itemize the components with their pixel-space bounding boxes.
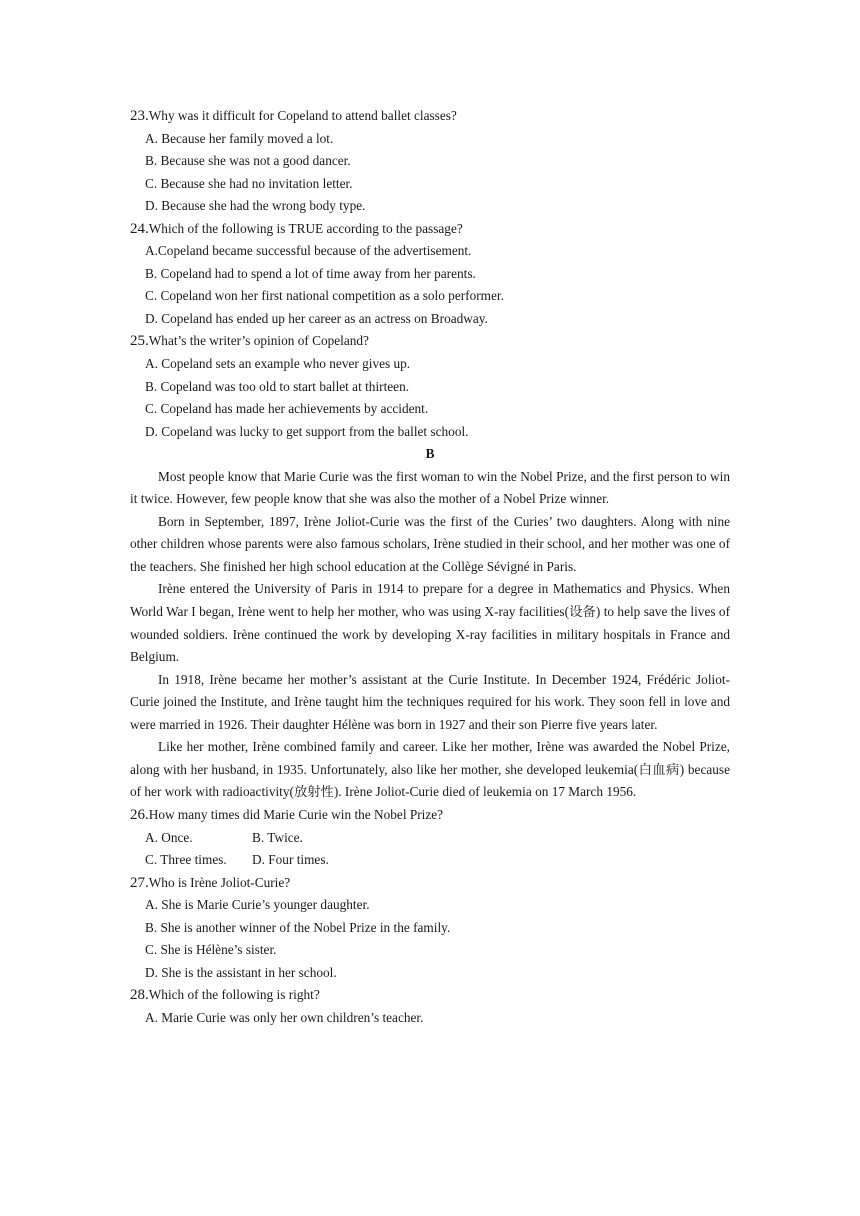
exam-page <box>130 105 730 1029</box>
question-number: 28. <box>130 987 149 1004</box>
option-b: B. She is another winner of the Nobel Prize in the family. <box>145 919 451 935</box>
question-text: Why was it difficult for Copeland to attend ballet classes? <box>148 108 457 123</box>
question-27 <box>130 872 730 895</box>
option-b: B. Copeland had to spend a lot of time away from her parents. <box>145 265 476 281</box>
question-28 <box>130 984 730 1007</box>
question-number: 27. <box>130 874 149 891</box>
option-d: D. Because she had the wrong body type. <box>145 198 366 214</box>
passage-paragraph: Like her mother, Irène combined family and career. Like her mother, Irène was awarded the Nobel Prize, along with her husband, in 1935. Unfortunately, also like her mother, she developed leukemia(白血病) because of her work with radioactivity(放射性). Irène Joliot-Curie died of leukemia on 17 March 1956. <box>130 739 730 800</box>
question-23 <box>130 105 730 128</box>
question-26 <box>130 804 730 827</box>
option-d: D. Copeland was lucky to get support from the ballet school. <box>145 423 469 439</box>
option-a: A. Marie Curie was only her own children’s teacher. <box>145 1009 424 1025</box>
option-c: C. Copeland has made her achievements by accident. <box>145 401 429 417</box>
question-number: 23. <box>130 108 149 124</box>
option-d: D. Copeland has ended up her career as an actress on Broadway. <box>145 310 488 326</box>
question-25 <box>130 330 730 353</box>
question-text: How many times did Marie Curie win the Nobel Prize? <box>148 806 444 822</box>
question-number: 24. <box>130 220 149 237</box>
option-b: B. Copeland was too old to start ballet at thirteen. <box>145 378 410 394</box>
option-b: B. Because she was not a good dancer. <box>145 153 351 169</box>
option-d: D. Four times. <box>252 852 329 868</box>
option-c: C. Because she had no invitation letter. <box>145 175 353 191</box>
option-c: C. She is Hélène’s sister. <box>145 942 277 958</box>
option-c: C. Three times. <box>145 852 227 868</box>
option-b: B. Twice. <box>252 829 303 845</box>
option-row <box>130 827 730 850</box>
passage-paragraph: Most people know that Marie Curie was the first woman to win the Nobel Prize, and the first person to win it twice. However, few people know that she was also the mother of a Nobel Prize winner. <box>130 468 730 507</box>
option-a: A. She is Marie Curie’s younger daughter. <box>145 897 370 913</box>
passage-paragraph: Irène entered the University of Paris in 1914 to prepare for a degree in Mathematics and Physics. When World War I began, Irène went to help her mother, who was using X-ray facilities(设备) to help save the lives of wounded soldiers. Irène continued the work by developing X-ray facilities in military hospitals in France and Belgium. <box>130 581 730 665</box>
question-number: 26. <box>130 806 149 823</box>
question-text: What’s the writer’s opinion of Copeland? <box>148 333 369 349</box>
section-title: B <box>425 446 435 462</box>
option-a: A. Copeland sets an example who never gives up. <box>145 356 411 372</box>
option-a: A. Because her family moved a lot. <box>145 130 334 146</box>
question-text: Who is Irène Joliot-Curie? <box>148 874 291 890</box>
option-a: A.Copeland became successful because of the advertisement. <box>145 243 472 259</box>
option-row <box>130 849 730 872</box>
option-d: D. She is the assistant in her school. <box>145 964 337 980</box>
passage-paragraph: Born in September, 1897, Irène Joliot-Curie was the first of the Curies’ two daughters. Along with nine other children whose parents were also famous scholars, Irène studied in their school, and her mother was one of the teachers. She finished her high school education at the Collège Sévigné in Paris. <box>130 513 730 574</box>
option-c: C. Copeland won her first national competition as a solo performer. <box>145 288 504 304</box>
question-text: Which of the following is right? <box>148 987 320 1003</box>
passage-paragraph: In 1918, Irène became her mother’s assistant at the Curie Institute. In December 1924, Frédéric Joliot-Curie joined the Institute, and Irène taught him the techniques required for his work. They soon fell in love and were married in 1926. Their daughter Hélène was born in 1927 and their son Pierre five years later. <box>130 671 730 732</box>
question-text: Which of the following is TRUE according to the passage? <box>148 220 463 236</box>
question-24 <box>130 218 730 241</box>
question-number: 25. <box>130 333 149 350</box>
option-a: A. Once. <box>145 829 193 845</box>
